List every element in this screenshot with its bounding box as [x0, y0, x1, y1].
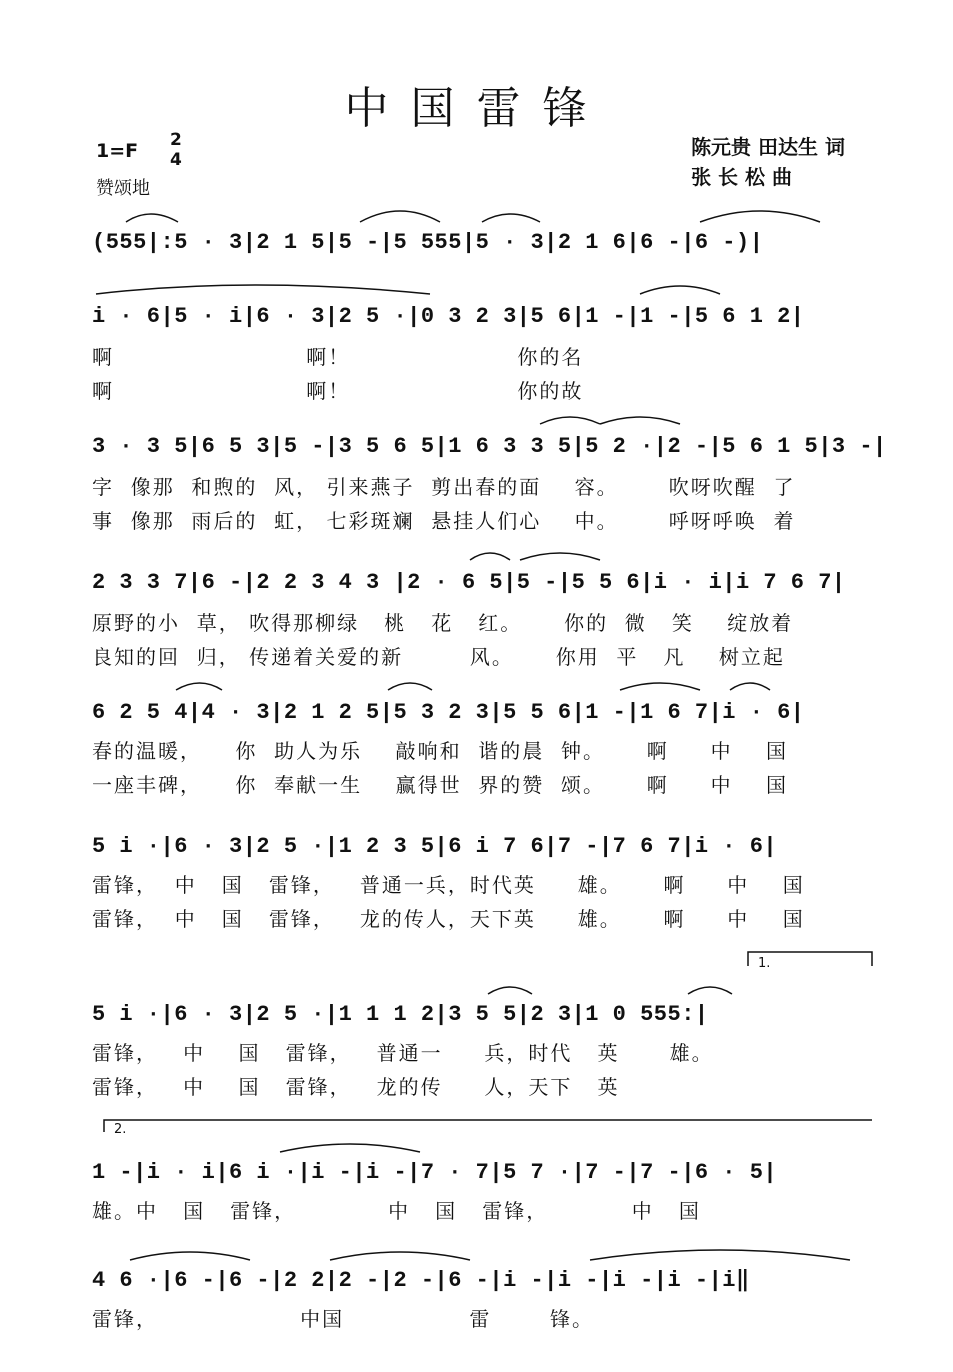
- lyric-verse-2: 雷锋， 中 国 雷锋， 龙的传 人，天下 英: [92, 1075, 620, 1099]
- lyric-verse-2: 啊 啊！ 你的故: [92, 379, 584, 403]
- slur: [488, 987, 532, 994]
- slur: [176, 683, 222, 690]
- time-signature-top: 2: [170, 130, 182, 150]
- slur: [600, 417, 680, 424]
- notes-line: 5 i ·|6 · 3|2 5 ·|1 2 3 5|6 i 7 6|7 -|7 6 7|i · 6|: [92, 834, 778, 859]
- slur: [330, 1252, 470, 1260]
- slur: [388, 683, 432, 690]
- lyric-verse-1: 啊 啊！ 你的名: [92, 345, 584, 369]
- song-title: 中国雷锋: [344, 83, 609, 134]
- notes-line: 3 · 3 5|6 5 3|5 -|3 5 6 5|1 6 3 3 5|5 2 ·|2 -|5 6 1 5|3 -|: [92, 434, 887, 459]
- slur: [470, 553, 510, 560]
- slur: [126, 214, 178, 222]
- tempo-mark: 赞颂地: [96, 178, 150, 199]
- slur: [130, 1252, 250, 1260]
- lyric-verse-1: 春的温暖， 你 助人为乐 敲响和 谐的晨 钟。 啊 中 国: [92, 739, 789, 763]
- notes-line: 1 -|i · i|6 i ·|i -|i -|7 · 7|5 7 ·|7 -|7 -|6 · 5|: [92, 1160, 778, 1185]
- composer-credit: 张 长 松 曲: [691, 165, 792, 189]
- notes-line: i · 6|5 · i|6 · 3|2 5 ·|0 3 2 3|5 6|1 -|1 -|5 6 1 2|: [92, 304, 805, 329]
- second-ending-label: 2.: [114, 1122, 127, 1137]
- lyric-line: 雷锋， 中国 雷 锋。: [92, 1307, 594, 1331]
- slur: [360, 211, 440, 222]
- first-ending-label: 1.: [758, 956, 771, 971]
- slur: [280, 1144, 420, 1152]
- volta-bracket-2: [104, 1120, 872, 1132]
- slur: [640, 286, 720, 294]
- slur: [482, 214, 540, 222]
- notes-line: 4 6 ·|6 -|6 -|2 2|2 -|2 -|6 -|i -|i -|i -|i -|i‖: [92, 1268, 750, 1293]
- slur: [540, 417, 600, 424]
- lyric-line: 雄。中 国 雷锋， 中 国 雷锋， 中 国: [92, 1199, 701, 1223]
- slur: [590, 1250, 850, 1260]
- slur: [730, 683, 770, 690]
- lyric-verse-1: 雷锋， 中 国 雷锋， 普通一 兵，时代 英 雄。: [92, 1041, 714, 1065]
- slur: [620, 683, 700, 690]
- notes-line: 5 i ·|6 · 3|2 5 ·|1 1 1 2|3 5 5|2 3|1 0 555:|: [92, 1002, 709, 1027]
- lyric-verse-2: 良知的回 归， 传递着关爱的新 风。 你用 平 凡 树立起: [92, 645, 785, 669]
- slur: [96, 285, 430, 294]
- lyric-verse-2: 雷锋， 中 国 雷锋， 龙的传人，天下英 雄。 啊 中 国: [92, 907, 805, 931]
- notes-line: 2 3 3 7|6 -|2 2 3 4 3 |2 · 6 5|5 -|5 5 6|i · i|i 7 6 7|: [92, 570, 846, 595]
- notes-line: (555|:5 · 3|2 1 5|5 -|5 555|5 · 3|2 1 6|6 -|6 -)|: [92, 230, 764, 255]
- key-signature: 1=F: [96, 140, 139, 162]
- lyric-verse-2: 一座丰碑， 你 奉献一生 赢得世 界的赞 颂。 啊 中 国: [92, 773, 789, 797]
- lyric-verse-1: 原野的小 草， 吹得那柳绿 桃 花 红。 你的 微 笑 绽放着: [92, 611, 794, 635]
- lyricist-credit: 陈元贵 田达生 词: [691, 135, 845, 159]
- volta-bracket-1: [748, 952, 872, 966]
- lyric-verse-1: 字 像那 和煦的 风， 引来燕子 剪出春的面 容。 吹呀吹醒 了: [92, 475, 796, 499]
- lyric-verse-1: 雷锋， 中 国 雷锋， 普通一兵，时代英 雄。 啊 中 国: [92, 873, 805, 897]
- time-signature-bottom: 4: [170, 150, 182, 170]
- slur: [700, 211, 820, 222]
- slur: [688, 987, 732, 994]
- slur: [520, 553, 600, 560]
- notes-line: 6 2 5 4|4 · 3|2 1 2 5|5 3 2 3|5 5 6|1 -|1 6 7|i · 6|: [92, 700, 805, 725]
- lyric-verse-2: 事 像那 雨后的 虹， 七彩斑斓 悬挂人们心 中。 呼呀呼唤 着: [92, 509, 796, 533]
